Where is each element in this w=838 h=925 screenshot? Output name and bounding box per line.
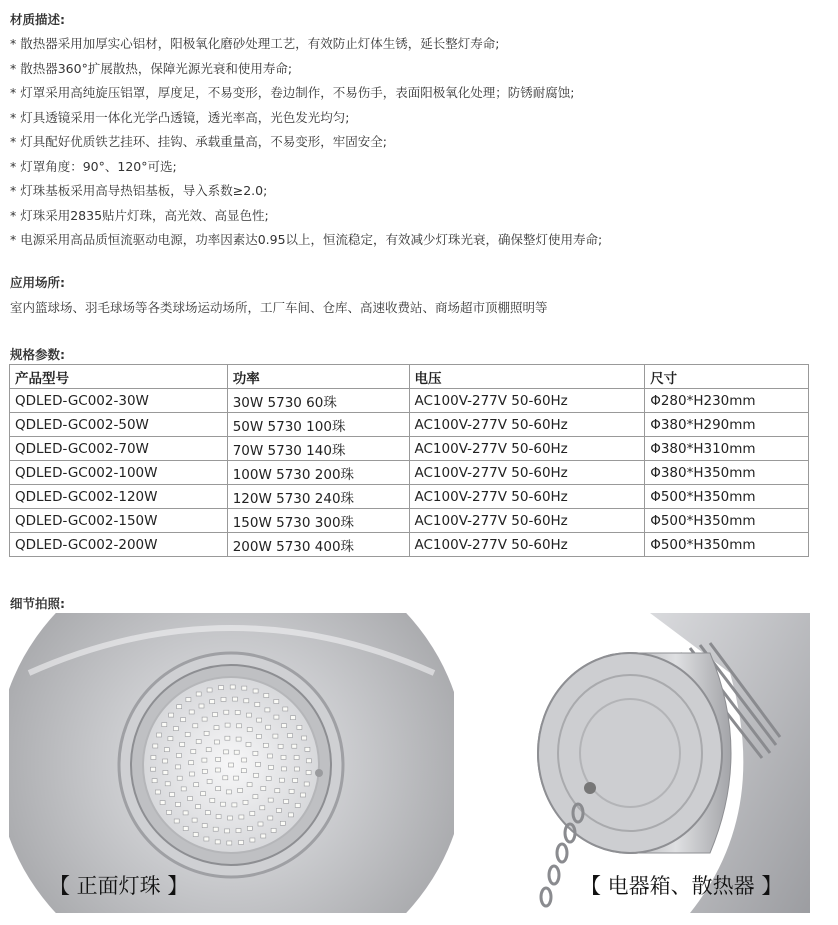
cell-model: QDLED-GC002-200W [10,533,228,557]
led-chip [173,727,178,731]
led-chip [216,787,221,791]
photo-front-caption: 【 正面灯珠 】 [49,874,189,898]
led-chip [292,744,297,748]
led-chip [215,840,220,844]
led-chip [162,723,167,727]
cell-size: Φ280*H230mm [645,389,809,413]
cell-voltage: AC100V-277V 50-60Hz [409,413,645,437]
led-chip [201,792,206,796]
led-chip [268,754,273,758]
led-chip [151,767,156,771]
led-chip [232,803,237,807]
specs-body [10,389,809,557]
led-chip [167,810,172,814]
cell-power: 30W 5730 60珠 [227,389,409,413]
cell-voltage: AC100V-277V 50-60Hz [409,437,645,461]
led-chip [213,827,218,831]
led-chip [207,688,212,692]
led-chip [186,698,191,702]
led-chip [242,686,247,690]
led-chip [224,710,229,714]
led-chip [257,718,262,722]
led-chip [225,829,230,833]
led-chip [214,740,219,744]
led-chip [238,788,243,792]
led-chip [260,806,265,810]
led-chip [153,744,158,748]
table-row [10,509,809,533]
led-chip [254,773,259,777]
led-chip [189,761,194,765]
led-chip [181,718,186,722]
led-chip [227,841,232,845]
led-chip [225,723,230,727]
led-chip [168,737,173,741]
led-chip [247,783,252,787]
led-chip [225,736,230,740]
led-chip [160,801,165,805]
led-chip [216,757,221,761]
cell-voltage: AC100V-277V 50-60Hz [409,533,645,557]
led-chip [170,793,175,797]
led-chip [289,789,294,793]
led-chip [233,697,238,701]
led-chip [297,725,302,729]
led-chip [256,734,261,738]
cell-power: 70W 5730 140珠 [227,437,409,461]
led-chip [274,715,279,719]
led-chip [258,822,263,826]
led-chip [253,689,258,693]
led-chip [176,765,181,769]
led-chip [246,742,251,746]
led-chip [205,811,210,815]
led-chip [202,824,207,828]
material-item: * 灯罩采用高纯旋压铝罩，厚度足，不易变形，卷边制作，不易伤手，表面阳极氧化处理；防锈耐腐蚀; [10,85,575,100]
front-lamp-illustration [9,613,454,913]
material-item: * 灯罩角度：90°、120°可选; [10,158,177,174]
led-chip [226,790,231,794]
specs-header-row [10,365,809,389]
led-chip [221,697,226,701]
led-chip [202,758,207,762]
table-row [10,389,809,413]
application-section-title: 应用场所: [10,275,65,290]
led-chip [256,762,261,766]
led-chip [246,713,251,717]
led-chip [234,750,239,754]
cell-size: Φ500*H350mm [645,533,809,557]
cell-model: QDLED-GC002-30W [10,389,228,413]
led-chip [230,685,235,689]
led-chip [278,744,283,748]
led-chip [243,800,248,804]
cell-model: QDLED-GC002-120W [10,485,228,509]
led-chip [210,798,215,802]
led-chip [202,769,207,773]
led-chip [221,802,226,806]
led-chip [151,756,156,760]
led-chip [199,704,204,708]
led-chip [169,713,174,717]
cell-power: 150W 5730 300珠 [227,509,409,533]
material-item: * 灯具透镜采用一体化光学凸透镜，透光率高，光色发光均匀; [10,109,350,125]
material-item: * 散热器采用加厚实心铝材，阳极氧化磨砂处理工艺，有效防止灯体生锈，延长整灯寿命; [10,36,500,51]
details-section-title: 细节拍照: [10,596,65,611]
cell-power: 120W 5730 240珠 [227,485,409,509]
cell-voltage: AC100V-277V 50-60Hz [409,509,645,533]
led-chip [207,780,212,784]
led-chip [206,748,211,752]
led-chip [268,798,273,802]
led-chip [223,776,228,780]
led-chip [191,750,196,754]
led-chip [194,783,199,787]
photo-front-leds [9,613,454,913]
led-chip [193,833,198,837]
led-chip [183,811,188,815]
specs-table [9,364,809,557]
led-chip [247,826,252,830]
material-item: * 灯具配好优质铁艺挂环、挂钩、承载重量高，不易变形，牢固安全; [10,134,387,149]
table-row [10,461,809,485]
led-chip [210,700,215,704]
led-chip [250,812,255,816]
led-chip [164,748,169,752]
led-chip [261,834,266,838]
cell-voltage: AC100V-277V 50-60Hz [409,461,645,485]
led-chip [271,828,276,832]
led-chip [293,778,298,782]
led-chip [242,758,247,762]
led-chip [228,816,233,820]
material-item: * 灯珠基板采用高导热铝基板，导入系数≥2.0; [10,183,268,198]
led-chip [265,708,270,712]
led-chip [301,793,306,797]
led-chip [196,692,201,696]
specs-section-title: 规格参数: [10,347,65,362]
led-chip [174,819,179,823]
led-chip [236,737,241,741]
led-chip [183,827,188,831]
cell-power: 50W 5730 100珠 [227,413,409,437]
led-chip [294,767,299,771]
led-chip [234,776,239,780]
cell-size: Φ500*H350mm [645,485,809,509]
led-chip [185,732,190,736]
table-row [10,437,809,461]
led-chip [281,767,286,771]
led-chip [274,700,279,704]
led-chip [176,802,181,806]
led-chip [188,797,193,801]
cell-power: 200W 5730 400珠 [227,533,409,557]
cell-model: QDLED-GC002-70W [10,437,228,461]
led-chip [283,707,288,711]
led-chip [181,787,186,791]
table-row [10,413,809,437]
led-chip [177,776,182,780]
led-chip [239,840,244,844]
led-chip [275,789,280,793]
led-chip [273,734,278,738]
cell-model: QDLED-GC002-150W [10,509,228,533]
led-chip [306,759,311,763]
led-chip [235,710,240,714]
led-chip [215,768,220,772]
led-chip [224,750,229,754]
header-size: 尺寸 [645,365,809,389]
cell-size: Φ500*H350mm [645,509,809,533]
led-chip [263,743,268,747]
led-chip [214,726,219,730]
material-item: * 电源采用高品质恒流驱动电源，功率因素达0.95以上，恒流稳定，有效减少灯珠光衰，确保整灯使用寿命; [10,232,603,247]
led-chip [280,821,285,825]
header-voltage: 电压 [409,365,645,389]
led-chip [279,778,284,782]
table-row [10,485,809,509]
material-item: * 灯珠采用2835贴片灯珠，高光效、高显色性; [10,207,269,223]
led-chip [163,759,168,763]
led-chip [282,724,287,728]
led-chip [152,779,157,783]
led-chip [288,813,293,817]
led-chip [255,702,260,706]
led-chip [288,734,293,738]
photo-driver-heatsink [530,613,810,913]
led-chip [266,777,271,781]
led-chip [180,742,185,746]
led-chip [165,782,170,786]
led-chip [236,829,241,833]
led-chip [219,686,224,690]
application-text: 室内篮球场、羽毛球场等各类球场运动场所，工厂车间、仓库、高速收费站、商场超市顶棚照明等 [10,300,548,315]
led-chip [189,710,194,714]
cell-model: QDLED-GC002-50W [10,413,228,437]
cell-voltage: AC100V-277V 50-60Hz [409,389,645,413]
driver-box-illustration [530,613,810,913]
led-chip [193,724,198,728]
led-chip [268,816,273,820]
led-chip [216,815,221,819]
led-chip [261,787,266,791]
cell-size: Φ380*H290mm [645,413,809,437]
led-chip [244,699,249,703]
cell-model: QDLED-GC002-100W [10,461,228,485]
cell-voltage: AC100V-277V 50-60Hz [409,485,645,509]
led-chip [202,717,207,721]
led-chip [237,724,242,728]
material-item: * 散热器360°扩展散热，保障光源光衰和使用寿命; [10,60,293,76]
led-chip [229,763,234,767]
led-chip [304,782,309,786]
led-chip [253,795,258,799]
led-chip [253,751,258,755]
led-chip [291,716,296,720]
cell-size: Φ380*H350mm [645,461,809,485]
led-chip [305,747,310,751]
led-chip [276,808,281,812]
led-chip [241,769,246,773]
led-chip [284,799,289,803]
led-chip [268,765,273,769]
photo-back-caption: 【 电器箱、散热器 】 [580,874,783,898]
header-power: 功率 [227,365,409,389]
cell-size: Φ380*H310mm [645,437,809,461]
led-chip [306,771,311,775]
led-chip [204,837,209,841]
led-chip [281,755,286,759]
led-chip [163,771,168,775]
led-chip [250,838,255,842]
led-chip [177,705,182,709]
led-chip [196,740,201,744]
led-chip [204,731,209,735]
led-chip [157,733,162,737]
material-section-title: 材质描述: [10,12,65,27]
table-row [10,533,809,557]
led-chip [264,694,269,698]
led-chip [239,815,244,819]
led-chip [213,713,218,717]
led-chip [294,756,299,760]
led-chip [190,772,195,776]
led-chip [155,790,160,794]
led-chip [247,728,252,732]
cell-power: 100W 5730 200珠 [227,461,409,485]
led-chip [295,803,300,807]
led-chip [196,805,201,809]
led-chip [302,736,307,740]
led-chip [266,725,271,729]
header-model: 产品型号 [10,365,228,389]
led-chip [176,753,181,757]
led-chip [192,818,197,822]
